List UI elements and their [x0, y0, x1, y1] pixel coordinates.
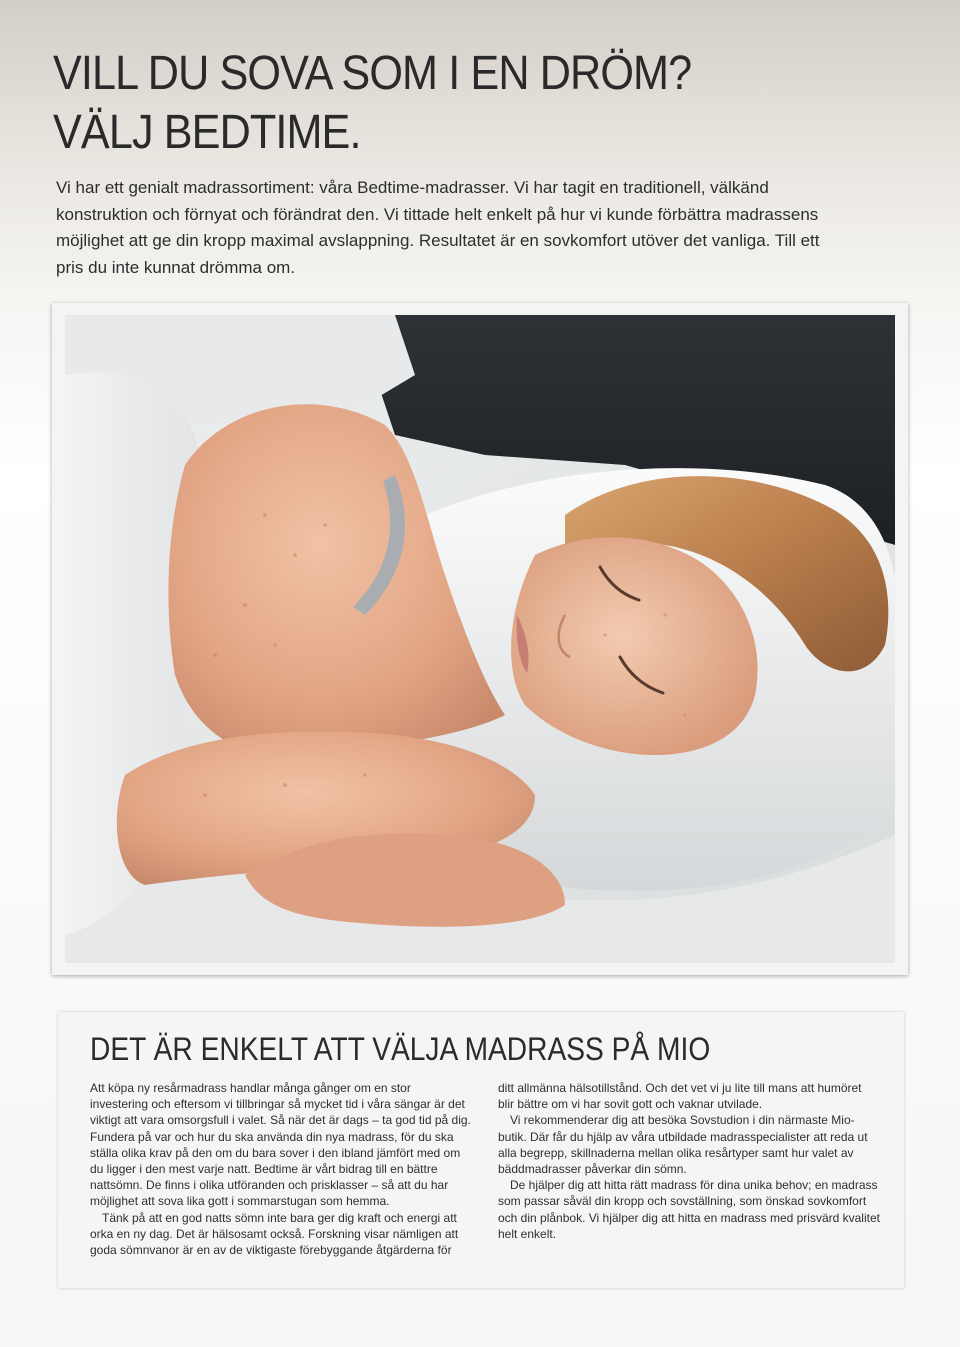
- info-right-paragraph-1: ditt allmänna hälsotillstånd. Och det vet vi ju lite till mans att humöret blir bättre om vi har sovit gott och vaknar utvilade.: [498, 1081, 862, 1112]
- info-column-right: [498, 1080, 880, 1242]
- info-left-paragraph-2: Tänk på att en god natts sömn inte bara ger dig kraft och energi att orka en ny dag. Det är hälsosamt också. Forskning visar nämligen att goda sömnvanor är en av de viktigaste förebyggande åtgärderna för: [90, 1210, 459, 1258]
- headline-line-2: VÄLJ BEDTIME.: [53, 106, 361, 159]
- info-box: [58, 1012, 904, 1288]
- info-left-paragraph-1: Att köpa ny resårmadrass handlar många gånger om en stor investering och eftersom vi tillbringar så mycket tid i våra sängar är det viktigt att vara omsorgsfull i valet. Så när det är dags – ta god tid på dig. Fundera på var och hur du ska använda din nya madrass, för du ska ställa olika krav på den om du bara sover i den ibland jämfört med om du ligger i den mest varje natt. Bedtime är vårt bidrag till en bättre nattsömn. De finns i olika utföranden och prisklasser – så att du har möjlighet att sova lika gott i sommarstugan som hemma.: [90, 1081, 471, 1209]
- info-right-paragraph-3: De hjälper dig att hitta rätt madrass för dina unika behov; en madrass som passar såväl din kropp och sovställning, som önskad sovkomfort och din plånbok. Vi hjälper dig att hitta en madrass med prisvärd kvalitet helt enkelt.: [498, 1178, 880, 1241]
- info-right-paragraph-2: Vi rekommenderar dig att besöka Sovstudion i din närmaste Mio-butik. Där får du hjälp av våra utbildade madrasspecialister att reda ut alla begrepp, skillnaderna mellan olika resårtyper samt hur valet av bäddmadrasser påverkar din sömn.: [498, 1113, 868, 1177]
- info-title: DET ÄR ENKELT ATT VÄLJA MADRASS PÅ MIO: [90, 1031, 711, 1067]
- sleeping-woman-photo: [65, 315, 895, 963]
- info-column-left: [90, 1080, 472, 1258]
- photo-frame: [52, 303, 908, 975]
- page-headline: [53, 44, 691, 162]
- intro-paragraph: Vi har ett genialt madrassortiment: våra Bedtime-madrasser. Vi har tagit en traditionell, välkänd konstruktion och förnyat och förändrat den. Vi tittade helt enkelt på hur vi kunde förbättra madrassens möjlighet att ge din kropp maximal avslappning. Resultatet är en sovkomfort utöver det vanliga. Till ett pris du inte kunnat drömma om.: [56, 178, 820, 277]
- headline-line-1: VILL DU SOVA SOM I EN DRÖM?: [53, 47, 692, 100]
